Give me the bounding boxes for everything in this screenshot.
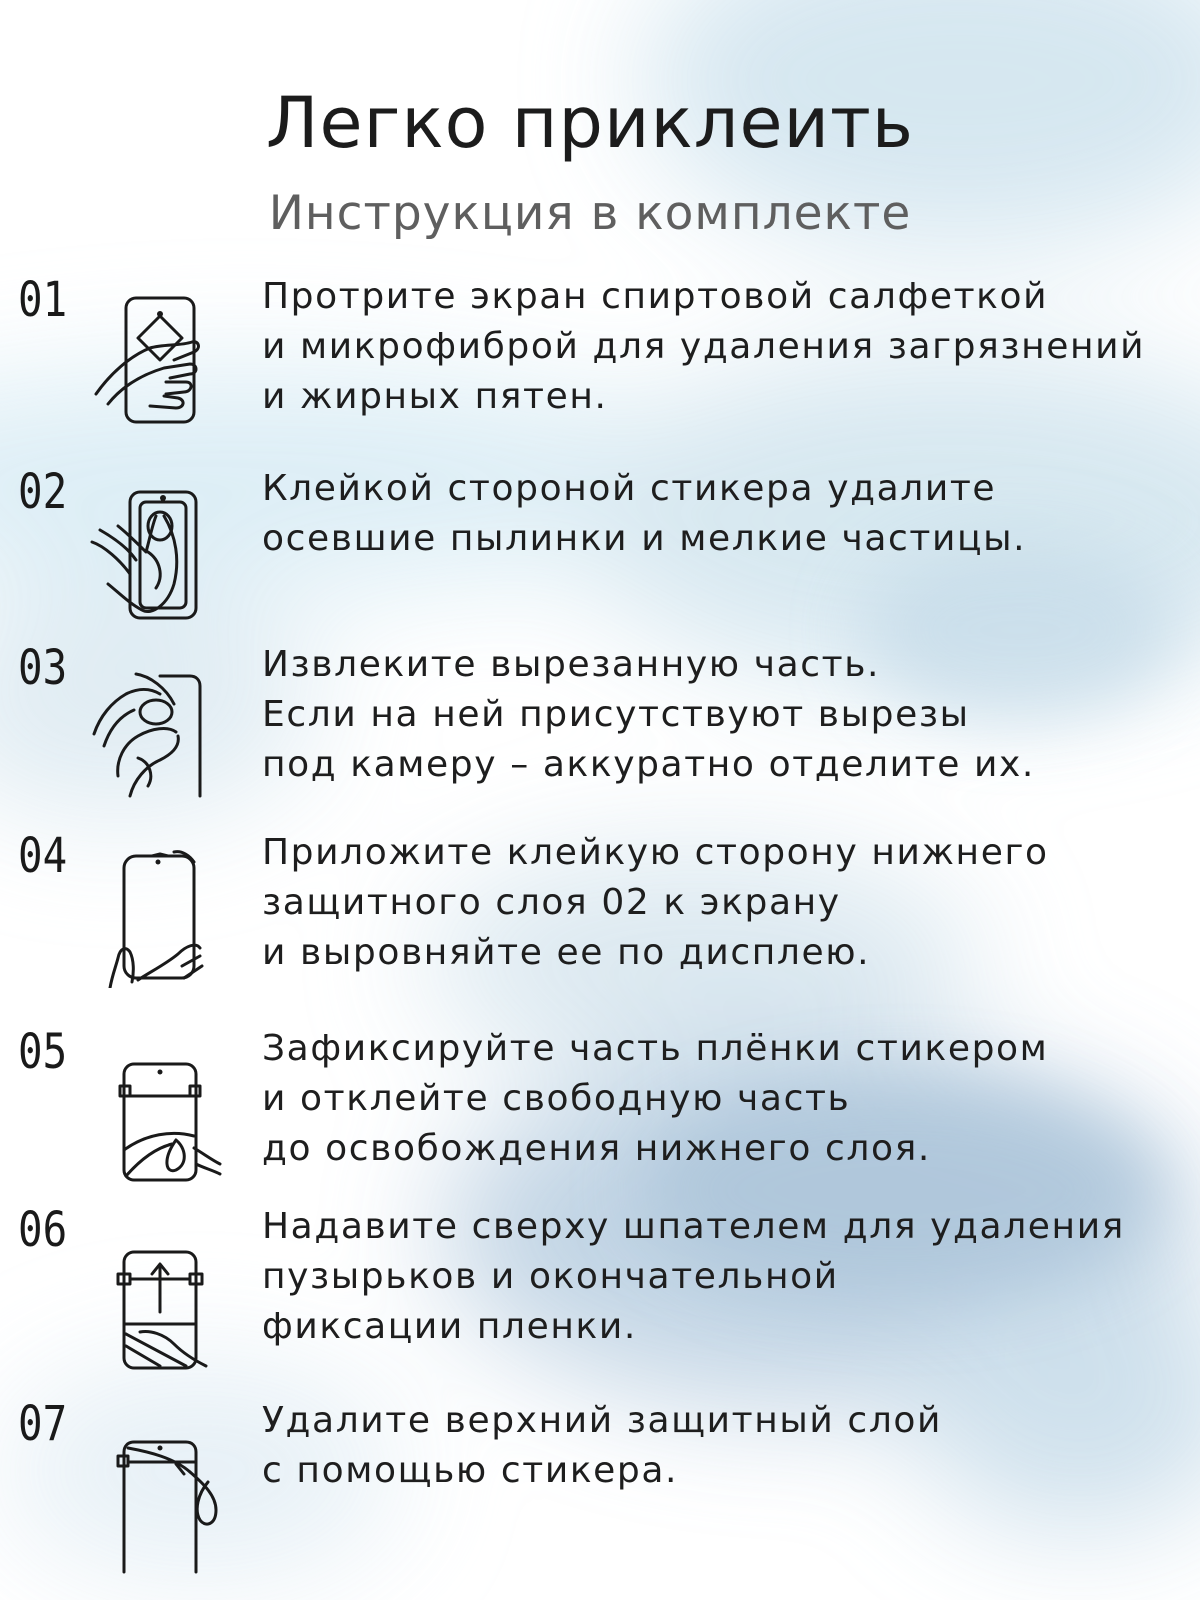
step-text-line: Извлеките вырезанную часть.: [262, 644, 881, 685]
step-text-line: с помощью стикера.: [262, 1450, 679, 1491]
wipe-screen-icon: [90, 286, 230, 426]
remove-top-layer-icon: [90, 1438, 230, 1578]
step-text-line: Удалите верхний защитный слой: [262, 1400, 943, 1441]
step-description: [262, 1202, 1192, 1352]
step-number: 05: [18, 1024, 68, 1080]
step-text-line: пузырьков и окончательной: [262, 1256, 839, 1297]
step-text-line: фиксации пленки.: [262, 1306, 637, 1347]
step-text-line: защитного слоя 02 к экрану: [262, 882, 841, 923]
step-text-line: и отклейте свободную часть: [262, 1078, 851, 1119]
step-text-line: Приложите клейкую сторону нижнего: [262, 832, 1049, 873]
page-subtitle: Инструкция в комплекте: [268, 186, 912, 241]
step-description: [262, 464, 1192, 564]
step-number: 02: [18, 464, 68, 520]
fix-and-peel-icon: [90, 1060, 230, 1200]
page-title: Легко приклеить: [265, 82, 915, 164]
step-number: 07: [18, 1396, 68, 1452]
apply-film-icon: [90, 848, 230, 988]
step-description: [262, 1024, 1192, 1174]
step-description: [262, 828, 1192, 978]
step-text-line: осевшие пылинки и мелкие частицы.: [262, 518, 1027, 559]
sticker-dust-removal-icon: [90, 486, 230, 626]
step-text-line: Клейкой стороной стикера удалите: [262, 468, 997, 509]
spatula-press-icon: [90, 1248, 230, 1388]
step-text-line: до освобождения нижнего слоя.: [262, 1128, 931, 1169]
step-text-line: и микрофиброй для удаления загрязнений: [262, 326, 1146, 367]
step-text-line: Если на ней присутствуют вырезы: [262, 694, 970, 735]
step-text-line: и выровняйте ее по дисплею.: [262, 932, 871, 973]
step-description: [262, 272, 1192, 422]
step-text-line: Зафиксируйте часть плёнки стикером: [262, 1028, 1049, 1069]
step-text-line: под камеру – аккуратно отделите их.: [262, 744, 1035, 785]
step-text-line: и жирных пятен.: [262, 376, 608, 417]
step-number: 01: [18, 272, 68, 328]
extract-cutout-icon: [90, 666, 230, 806]
step-number: 04: [18, 828, 68, 884]
step-number: 03: [18, 640, 68, 696]
step-text-line: Протрите экран спиртовой салфеткой: [262, 276, 1049, 317]
step-description: [262, 640, 1192, 790]
step-text-line: Надавите сверху шпателем для удаления: [262, 1206, 1125, 1247]
step-description: [262, 1396, 1192, 1496]
step-number: 06: [18, 1202, 68, 1258]
